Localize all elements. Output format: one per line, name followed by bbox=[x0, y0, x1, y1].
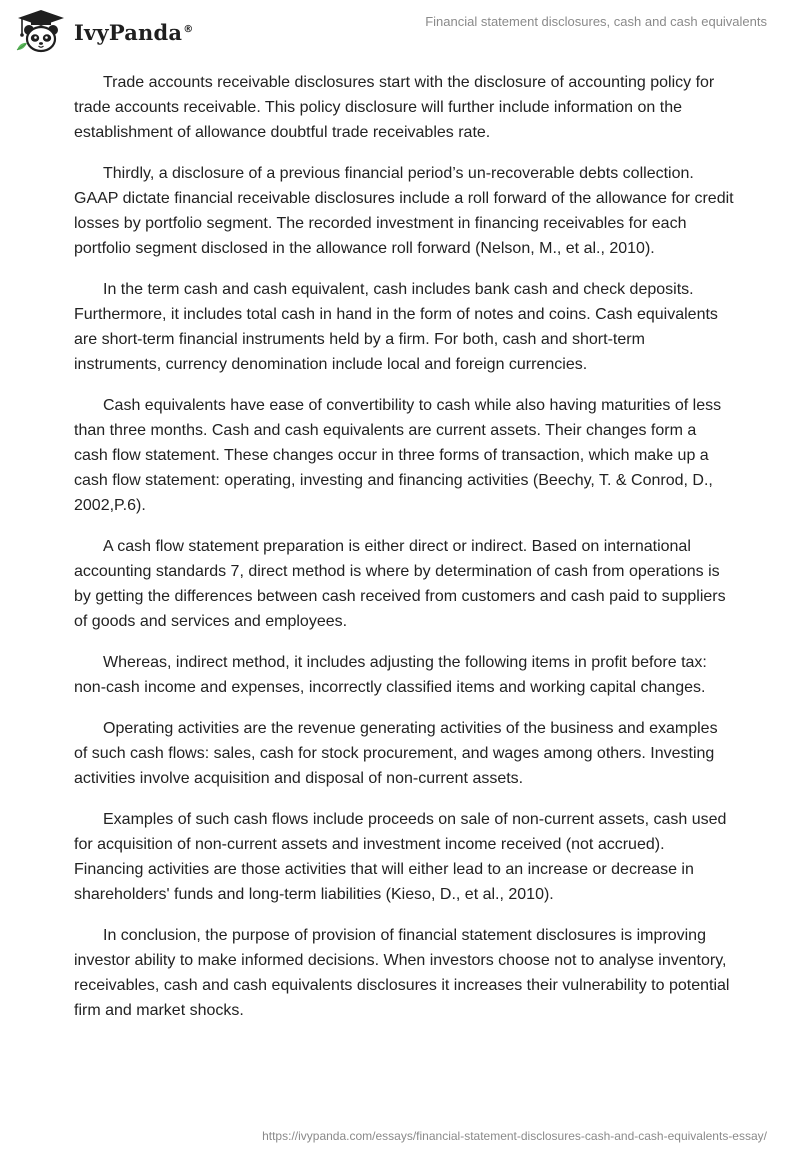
source-url[interactable]: https://ivypanda.com/essays/financial-statement-disclosures-cash-and-cash-equivalents-essay/ bbox=[262, 1129, 767, 1143]
paragraph: A cash flow statement preparation is either direct or indirect. Based on international accounting standards 7, direct method is where by determination of cash from operations is by getting the differences between cash received from customers and cash paid to suppliers of goods and services and employees. bbox=[74, 538, 726, 630]
paragraph: Whereas, indirect method, it includes adjusting the following items in profit before tax: non-cash income and expenses, incorrectly classified items and working capital changes. bbox=[74, 654, 707, 696]
page-header bbox=[0, 0, 800, 60]
essay-body bbox=[74, 70, 734, 1039]
document-title: Financial statement disclosures, cash and cash equivalents bbox=[425, 14, 767, 29]
brand-logo[interactable] bbox=[14, 8, 193, 54]
paragraph: Operating activities are the revenue generating activities of the business and examples of such cash flows: sales, cash for stock procurement, and wages among others. Investing activities involve acquisition and disposal of non-current assets. bbox=[74, 720, 718, 787]
registered-mark: ® bbox=[183, 23, 194, 35]
brand-name bbox=[74, 20, 193, 45]
paragraph: In conclusion, the purpose of provision of financial statement disclosures is improving investor ability to make informed decisions. When investors choose not to analyse inventory, receivables, cash and cash equivalents disclosures it increases their vulnerability to potential firm and market shocks. bbox=[74, 927, 730, 1019]
paragraph: Cash equivalents have ease of convertibility to cash while also having maturities of less than three months. Cash and cash equivalents are current assets. Their changes form a cash flow statement. These changes occur in three forms of transaction, which make up a cash flow statement: operating, investing and financing activities (Beechy, T. & Conrod, D., 2002,P.6). bbox=[74, 397, 722, 514]
paragraph: Thirdly, a disclosure of a previous financial period’s un-recoverable debts collection. GAAP dictate financial receivable disclosures include a roll forward of the allowance for credit losses by portfolio segment. The recorded investment in financing receivables for each portfolio segment disclosed in the allowance roll forward (Nelson, M., et al., 2010). bbox=[74, 165, 734, 257]
paragraph: Trade accounts receivable disclosures start with the disclosure of accounting policy for trade accounts receivable. This policy disclosure will further include information on the establishment of allowance doubtful trade receivables rate. bbox=[74, 74, 715, 141]
brand-name-text: IvyPanda bbox=[74, 19, 183, 45]
panda-graduate-icon bbox=[14, 8, 68, 54]
paragraph: Examples of such cash flows include proceeds on sale of non-current assets, cash used for acquisition of non-current assets and investment income received (not accrued). Financing activities are those activities that will either lead to an increase or decrease in shareholders' funds and long-term liabilities (Kieso, D., et al., 2010). bbox=[74, 811, 727, 903]
paragraph: In the term cash and cash equivalent, cash includes bank cash and check deposits. Furthermore, it includes total cash in hand in the form of notes and coins. Cash equivalents are short-term financial instruments held by a firm. For both, cash and short-term instruments, currency denomination include local and foreign currencies. bbox=[74, 281, 718, 373]
